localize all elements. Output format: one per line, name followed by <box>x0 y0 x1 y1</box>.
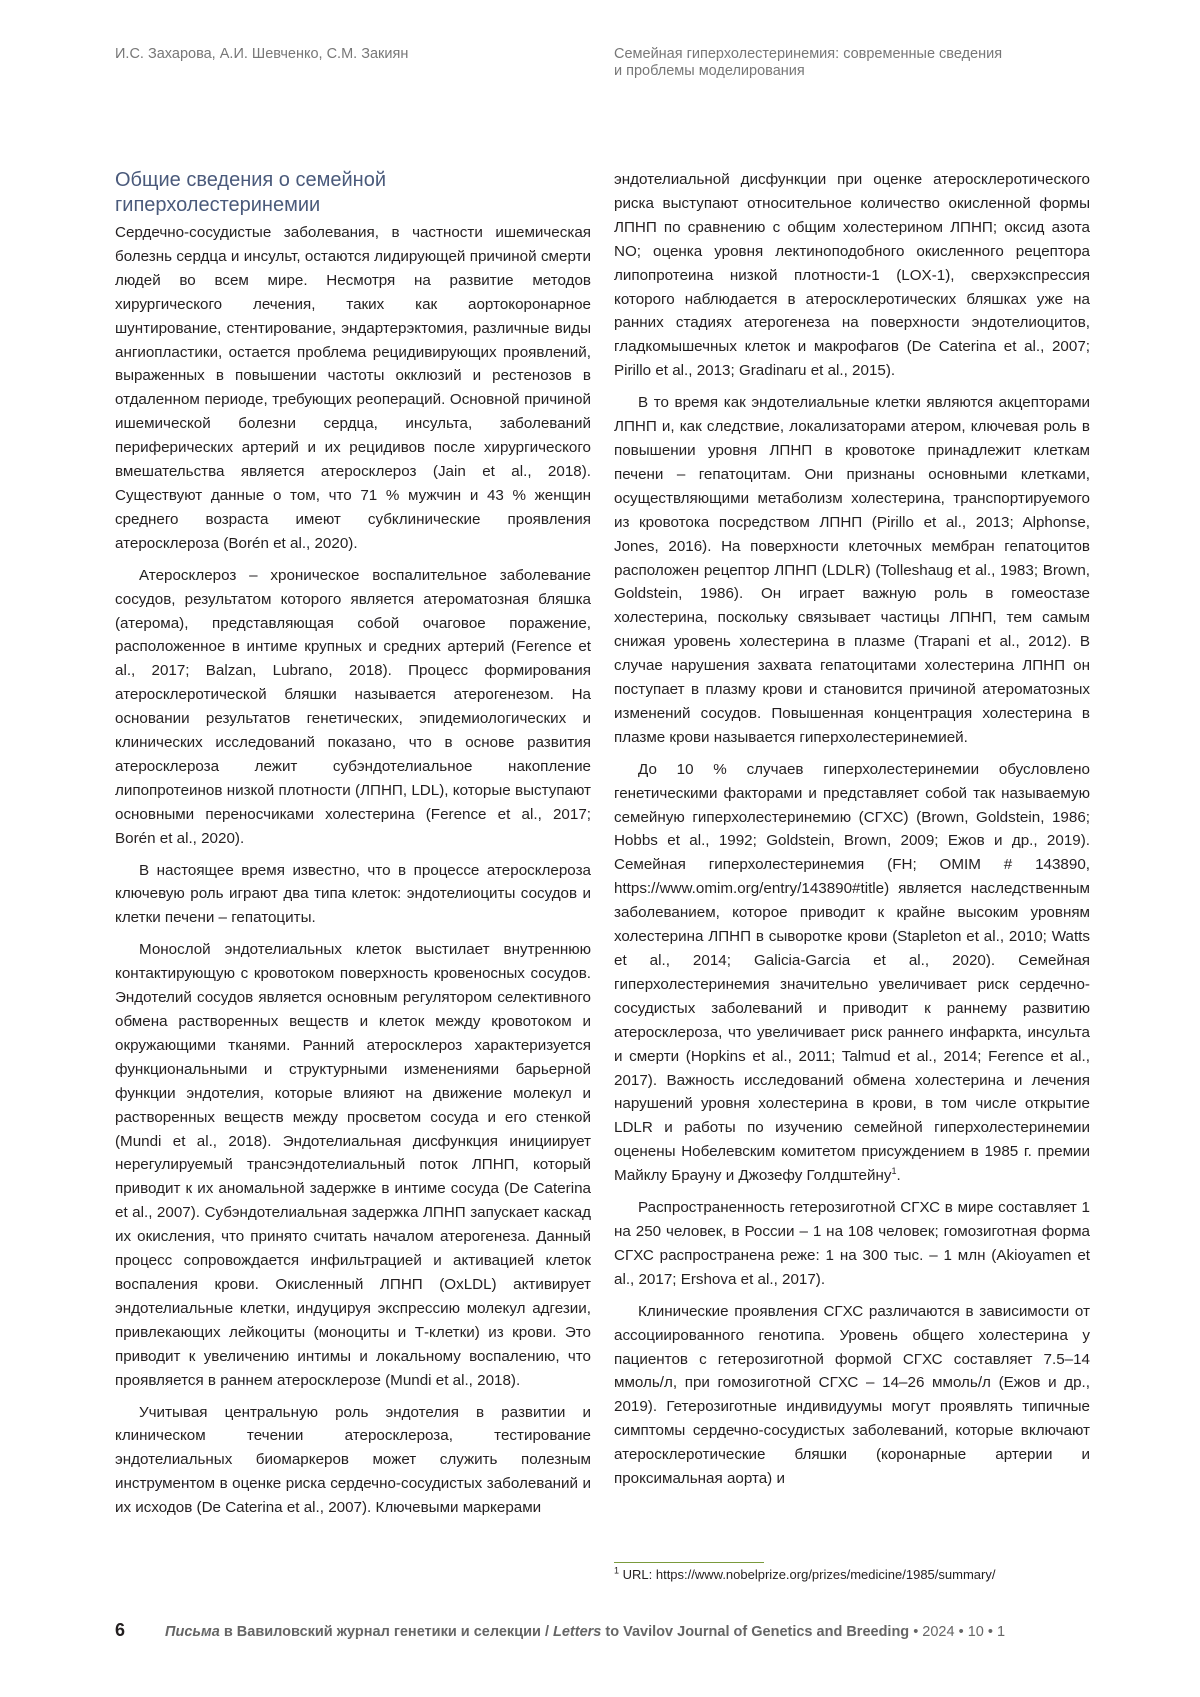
paragraph: эндотелиальной дисфункции при оценке атеросклеротического риска выступают относительное количество окисленной формы ЛПНП по сравнению с общим холестерином ЛПНП; оксид азота NO; оценка уровня лектиноподобного окисленного рецептора липопротеина низкой плотности-1 (LOX-1), сверхэкспрессия которого наблюдается в атеросклеротических бляшках уже на ранних стадиях атерогенеза на поверхности эндотелиоцитов, гладкомышечных клеток и макрофагов (De Caterina et al., 2007; Pirillo et al., 2013; Gradinaru et al., 2015). <box>614 171 1090 380</box>
page-footer <box>115 1620 1085 1641</box>
paragraph: Клинические проявления СГХС различаются в зависимости от ассоциированного генотипа. Уровень общего холестерина у пациентов с гетерозиготной формой СГХС составляет 7.5–14 ммоль/л, при гомозиготной СГХС – 14–26 ммоль/л (Ежов и др., 2019). Гетерозиготные индивидуумы могут проявлять типичные симптомы сердечно-сосудистых заболеваний, которые включают атеросклеротические бляшки (коронарные артерии и проксимальная аорта) и <box>614 1302 1090 1488</box>
paragraph: В настоящее время известно, что в процессе атеросклероза ключевую роль играют два типа клеток: эндотелиоциты сосудов и клетки печени – гепатоциты. <box>115 861 591 927</box>
footnote <box>614 1567 1090 1583</box>
paragraph: Учитывая центральную роль эндотелия в развитии и клиническом течении атеросклероза, тестирование эндотелиальных биомаркеров может служить полезным инструментом в оценке риска сердечно-сосудистых заболеваний и их исходов (De Caterina et al., 2007). Ключевыми маркерами <box>115 1403 591 1517</box>
journal-name <box>165 1624 909 1640</box>
paragraph: До 10 % случаев гиперхолестеринемии обусловлено генетическими факторами и представляет собой так называемую семейную гиперхолестеринемию (СГХС) (Brown, Goldstein, 1986; Hobbs et al., 1992; Goldstein, Brown, 2009; Ежов и др., 2019). Семейная гиперхолестеринемия (FH; OMIM # 143890, https://www.omim.org/entry/143890#title) является наследственным заболеванием, которое приводит к крайне высоким уровням холестерина ЛПНП в сыворотке крови (Stapleton et al., 2010; Watts et al., 2014; Galicia-Garcia et al., 2020). Семейная гиперхолестеринемия значительно увеличивает риск сердечно-сосудистых заболеваний и приводит к раннему развитию атеросклероза, что увеличивает риск раннего инфаркта, инсульта и смерти (Hopkins et al., 2011; Talmud et al., 2014; Ference et al., 2017). Важность исследований обмена холестерина и лечения нарушений уровня холестерина в крови, в том числе открытие LDLR и работы по изучению семейной гиперхолестеринемии оценены Нобелевским комитетом присуждением в 1985 г. премии Майклу Брауну и Джозефу Голдштейну$^1$. <box>614 760 1090 1185</box>
footnote-text: URL: https://www.nobelprize.org/prizes/medicine/1985/summary/ <box>619 1567 996 1582</box>
section-title <box>115 168 591 218</box>
journal-en-rest: to Vavilov Journal of Genetics and Breeding <box>601 1624 910 1640</box>
paragraph: Монослой эндотелиальных клеток выстилает внутреннюю контактирующую с кровотоком поверхность кровеносных сосудов. Эндотелий сосудов является основным регулятором селективного обмена растворенных веществ и клеток между кровотоком и окружающими тканями. Ранний атеросклероз характеризуется функциональными и структурными изменениями барьерной функции эндотелия, которые влияют на движение молекул и растворенных веществ между просветом сосуда и его стенкой (Mundi et al., 2018). Эндотелиальная дисфункция инициирует нерегулируемый трансэндотелиальный поток ЛПНП, который приводит к их аномальной задержке в интиме сосуда (De Caterina et al., 2007). Субэндотелиальная задержка ЛПНП запускает каскад их окисления, что принято считать началом атерогенеза. Данный процесс сопровождается инфильтрацией и активацией клеток воспаления крови. Окисленный ЛПНП (OxLDL) активирует эндотелиальные клетки, индуцируя экспрессию молекул адгезии, привлекающих лейкоциты (моноциты и Т-клетки) из крови. Это приводит к увеличению интимы и локальному воспалению, что проявляется в раннем атеросклерозе (Mundi et al., 2018). <box>115 941 591 1389</box>
page-number: 6 <box>115 1620 126 1640</box>
journal-ru-italic: Письма <box>165 1624 220 1640</box>
right-column <box>614 168 1090 1499</box>
paragraph-text: До 10 % случаев гиперхолестеринемии обусловлено генетическими факторами и представляет собой так называемую семейную гиперхолестеринемию (СГХС) (Brown, Goldstein, 1986; Hobbs et al., 1992; Goldstein, Brown, 2009; Ежов и др., 2019). Семейная гиперхолестеринемия (FH; OMIM # 143890, https://www.omim.org/entry/143890#title) является наследственным заболеванием, которое приводит к крайне высоким уровням холестерина ЛПНП в сыворотке крови (Stapleton et al., 2010; Watts et al., 2014; Galicia-Garcia et al., 2020). Семейная гиперхолестеринемия значительно увеличивает риск сердечно-сосудистых заболеваний и приводит к раннему развитию атеросклероза, что увеличивает риск раннего инфаркта, инсульта и смерти (Hopkins et al., 2011; Talmud et al., 2014; Ference et al., 2017). Важность исследований обмена холестерина и лечения нарушений уровня холестерина в крови, в том числе открытие LDLR и работы по изучению семейной гиперхолестеринемии оценены Нобелевским комитетом присуждением в 1985 г. премии Майклу Брауну и Джозефу Голдштейну <box>614 760 1090 1185</box>
running-header-authors: И.С. Захарова, А.И. Шевченко, С.М. Закиян <box>115 46 409 62</box>
footnote-divider <box>614 1562 764 1563</box>
running-header-title-line1: Семейная гиперхолестеринемия: современные сведения <box>614 46 1003 62</box>
paragraph: Распространенность гетерозиготной СГХС в мире составляет 1 на 250 человек, в России – 1 на 108 человек; гомозиготная форма СГХС распространена реже: 1 на 300 тыс. – 1 млн (Akioyamen et al., 2017; Ershova et al., 2017). <box>614 1199 1090 1288</box>
paragraph: Атеросклероз – хроническое воспалительное заболевание сосудов, результатом которого является атероматозная бляшка (атерома), представляющая собой очаговое поражение, расположенное в интиме крупных и средних артерий (Ference et al., 2017; Balzan, Lubrano, 2018). Процесс формирования атеросклеротической бляшки называется атерогенезом. На основании результатов генетических, эпидемиологических и клинических исследований показано, что в основе развития атеросклероза лежит субэндотелиальное накопление липопротеинов низкой плотности (ЛПНП, LDL), которые выступают основными переносчиками холестерина (Ference et al., 2017; Borén et al., 2020). <box>115 566 591 847</box>
journal-ru-rest: в Вавиловский журнал генетики и селекции / <box>219 1624 554 1640</box>
journal-en-italic: Letters <box>553 1624 602 1640</box>
section-title-line2: гиперхолестеринемии <box>115 194 321 216</box>
section-title-line1: Общие сведения о семейной <box>115 169 386 191</box>
running-header-title-line2: и проблемы моделирования <box>614 63 805 79</box>
journal-issue: • 2024 • 10 • 1 <box>909 1624 1006 1640</box>
paragraph: В то время как эндотелиальные клетки являются акцепторами ЛПНП и, как следствие, локализаторами атером, ключевая роль в повышении уровня ЛПНП в кровотоке принадлежит клеткам печени – гепатоцитам. Они признаны основными клетками, осуществляющими метаболизм холестерина, транспортируемого из кровотока посредством ЛПНП (Pirillo et al., 2013; Alphonse, Jones, 2016). На поверхности клеточных мембран гепатоцитов расположен рецептор ЛПНП (LDLR) (Tolleshaug et al., 1983; Brown, Goldstein, 1986). Он играет важную роль в гомеостазе холестерина, поскольку связывает частицы ЛПНП, тем самым снижая уровень холестерина в плазме (Trapani et al., 2012). В случае нарушения захвата гепатоцитами холестерина ЛПНП он поступает в плазму крови и становится причиной атероматозных изменений сосудов. Повышенная концентрация холестерина в плазме крови называется гиперхолестеринемией. <box>614 394 1090 746</box>
paragraph: Сердечно-сосудистые заболевания, в частности ишемическая болезнь сердца и инсульт, остаются лидирующей причиной смерти людей во всем мире. Несмотря на развитие методов хирургического лечения, таких как аортокоронарное шунтирование, стентирование, эндартерэктомия, различные виды ангиопластики, остается проблема рецидивирующих проявлений, выраженных в повышении частоты окклюзий и рестенозов в отдаленном периоде, требующих реопераций. Основной причиной ишемической болезни сердца, инсульта, заболеваний периферических артерий и их рецидивов после хирургического вмешательства является атеросклероз (Jain et al., 2018). Существуют данные о том, что 71 % мужчин и 43 % женщин среднего возраста имеют субклинические проявления атеросклероза (Borén et al., 2020). <box>115 224 591 552</box>
left-column <box>115 168 591 1528</box>
footnote-mark: 1 <box>614 1565 620 1576</box>
running-header-title <box>614 46 1054 80</box>
footnote-reference: 1 <box>891 1166 897 1177</box>
